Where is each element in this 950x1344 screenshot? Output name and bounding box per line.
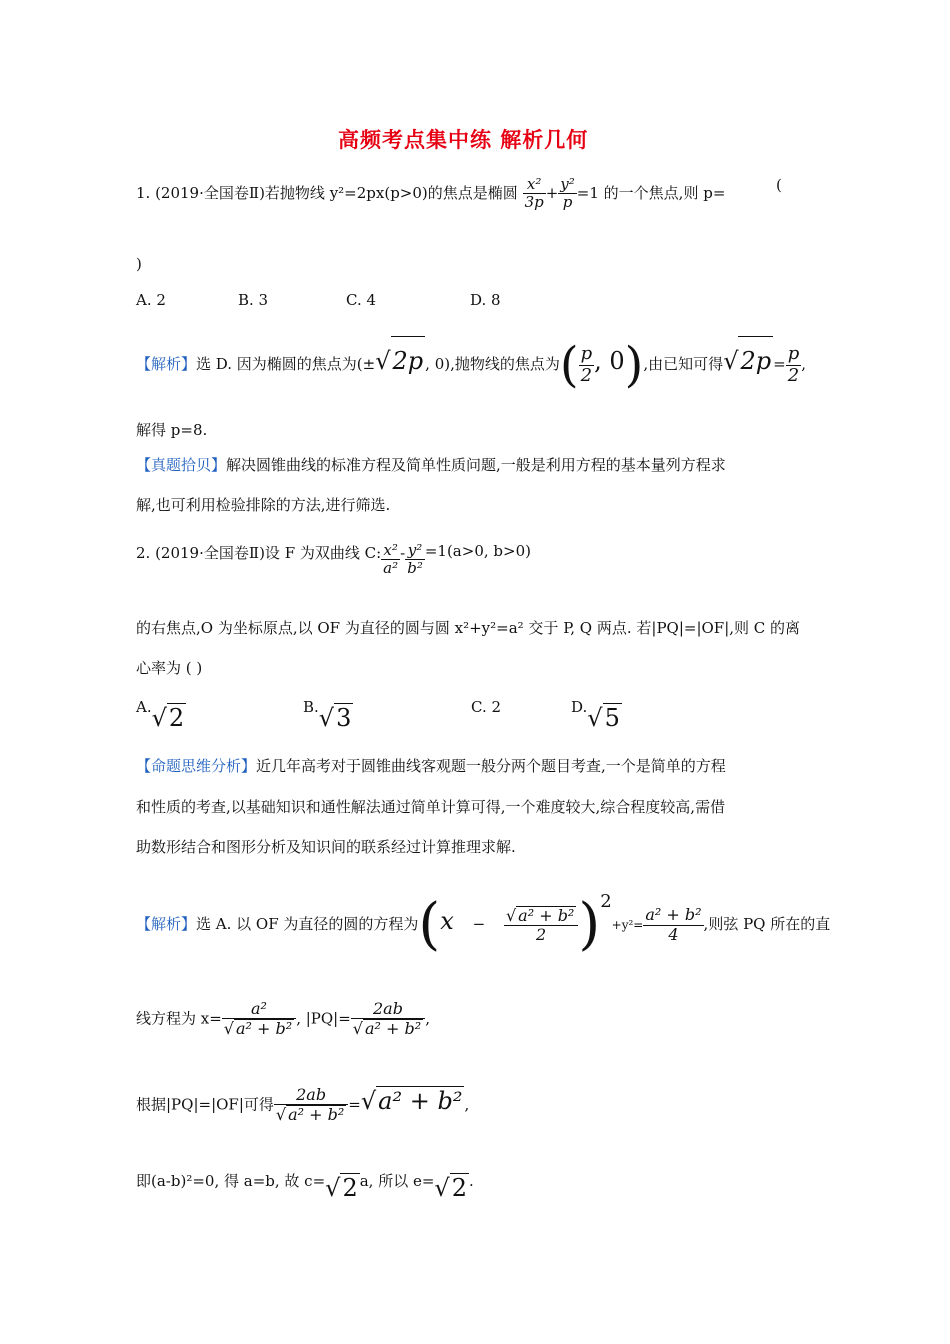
- q1-bracket-open: (: [776, 176, 782, 194]
- q1-stem-a: 1. (2019·全国卷Ⅱ)若抛物线 y²=2px(p>0)的焦点是椭圆: [136, 183, 518, 202]
- answer-2-line-2: 线方程为 x= $\frac{\text{a²}}{\text{√ a² + b²}}$ , |PQ|= $\frac{2ab}{\text{√ a² + b²}}$ ,: [136, 999, 430, 1039]
- q1-bracket-close: ): [136, 255, 142, 273]
- answer-2-line-4: 即(a-b)²=0, 得 a=b, 故 c=√2 a, 所以 e=√2 .: [136, 1172, 474, 1202]
- question-2-line-2: 的右焦点,O 为坐标原点,以 OF 为直径的圆与圆 x²+y²=a² 交于 P, Q 两点. 若|PQ|=|OF|,则 C 的离: [136, 619, 801, 637]
- q2-option-d: D.√5: [571, 698, 620, 732]
- question-2-line-3: 心率为 ( ): [136, 659, 203, 677]
- sqrt-2p-2: √2p: [723, 336, 773, 385]
- page-title: 高频考点集中练 解析几何: [338, 128, 589, 152]
- answer-tag: 【解析】: [136, 355, 197, 373]
- answer-1: 【解析】选 D. 因为椭圆的焦点为(±√2p , 0),抛物线的焦点为( $\frac{p}{2}$ , 0),由已知可得√2p = $\frac{p}{2}$ ,: [136, 337, 807, 393]
- answer-1-result: 解得 p=8.: [136, 421, 208, 439]
- q2-option-b: B.√3: [303, 698, 352, 732]
- q1-stem-b: =1 的一个焦点,则 p=: [576, 183, 726, 202]
- answer-2-line-3: 根据|PQ|=|OF|可得 $\frac{2ab}{\text{√ a² + b²}}$ =√a² + b² ,: [136, 1085, 470, 1125]
- q1-option-c: C. 4: [346, 291, 377, 309]
- q1-frac-2: $\frac{\text{y²}}{p}$: [560, 175, 575, 212]
- q1-option-b: B. 3: [238, 291, 269, 309]
- q1-frac-1: $\frac{\text{x²}}{3p}$: [524, 175, 544, 212]
- question-2: 2. (2019·全国卷Ⅱ)设 F 为双曲线 C: $\frac{\text{x²}}{\text{a²}}$ - $\frac{\text{y²}}{\text{b²}}$ =1(a>0, b>0): [136, 541, 531, 578]
- q1-option-a: A. 2: [136, 291, 166, 309]
- note-1-line-1: 【真题拾贝】解决圆锥曲线的标准方程及简单性质问题,一般是利用方程的基本量列方程求: [136, 456, 726, 474]
- analysis-2-line-2: 和性质的考查,以基础知识和通性解法通过简单计算可得,一个难度较大,综合程度较高,需借: [136, 798, 726, 816]
- analysis-tag: 【命题思维分析】: [136, 757, 257, 775]
- q2-option-c: C. 2: [471, 698, 502, 716]
- q1-option-d: D. 8: [470, 291, 501, 309]
- note-tag: 【真题拾贝】: [136, 456, 227, 474]
- analysis-2-line-3: 助数形结合和图形分析及知识间的联系经过计算推理求解.: [136, 838, 516, 856]
- sqrt-2p: √2p: [375, 336, 425, 385]
- note-1-line-2: 解,也可利用检验排除的方法,进行筛选.: [136, 496, 391, 514]
- q2-option-a: A.√2: [136, 698, 185, 732]
- question-1: 1. (2019·全国卷Ⅱ)若抛物线 y²=2px(p>0)的焦点是椭圆 $\frac{\text{x²}}{3p}$ + $\frac{\text{y²}}{p}$ =1 的一个焦点,则 p=: [136, 175, 726, 212]
- answer-2-line-1: 【解析】选 A. 以 OF 为直径的圆的方程为(x − $\frac{\text{√ a² + b²}}{2}$ )$^2$+y²= $\frac{\text{a² + b²}}{4}$ ,则弦 PQ 所在的直: [136, 891, 831, 957]
- analysis-2-line-1: 【命题思维分析】近几年高考对于圆锥曲线客观题一般分两个题目考查,一个是简单的方程: [136, 757, 726, 775]
